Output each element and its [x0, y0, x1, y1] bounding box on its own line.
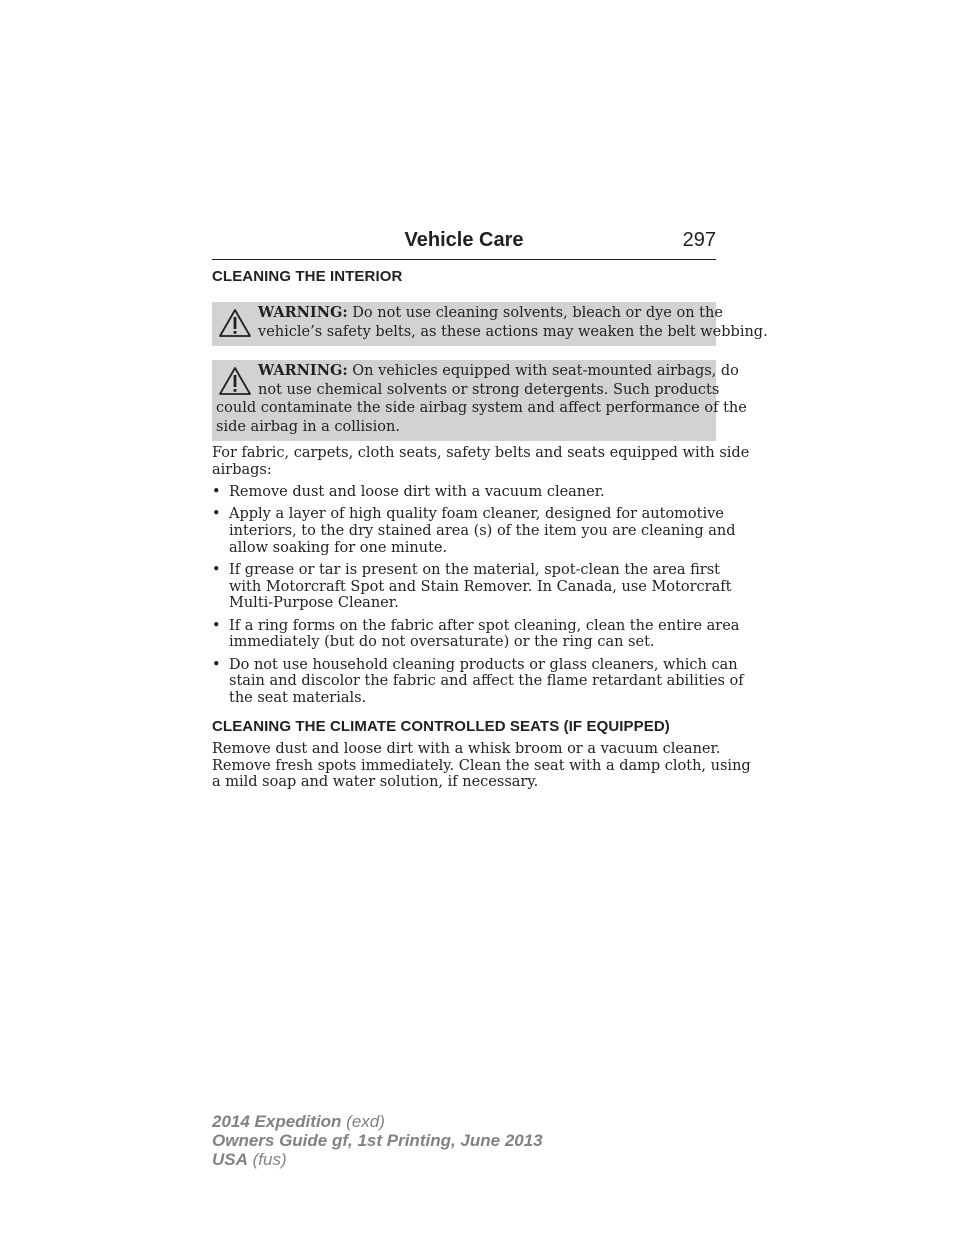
warning-text: [258, 303, 768, 342]
warning-line: not use chemical solvents or strong detergents. Such products: [258, 382, 720, 398]
intro-line: For fabric, carpets, cloth seats, safety belts and seats equipped with side: [212, 445, 750, 461]
footer-printing: Owners Guide gf, 1st Printing, June 2013: [212, 1131, 543, 1150]
intro-line: airbags:: [212, 461, 272, 478]
climate-line: a mild soap and water solution, if necessary.: [212, 774, 539, 791]
list-item: [212, 562, 732, 612]
bullet-line: stain and discolor the fabric and affect the flame retardant abilities of: [229, 673, 744, 690]
warning-label: WARNING:: [258, 304, 348, 321]
bullet-line: the seat materials.: [229, 690, 367, 707]
warning-label: WARNING:: [258, 362, 348, 379]
warning-text: [258, 361, 739, 400]
bullet-line: If grease or tar is present on the material, spot-clean the area first: [229, 562, 720, 578]
list-item: [212, 506, 736, 556]
page-footer: [212, 1112, 543, 1169]
list-item: [212, 656, 744, 707]
climate-line: Remove dust and loose dirt with a whisk broom or a vacuum cleaner.: [212, 741, 721, 757]
bullet-line: Apply a layer of high quality foam cleaner, designed for automotive: [229, 506, 724, 523]
warning-box-airbags: [212, 360, 747, 441]
intro-paragraph: [212, 445, 750, 478]
climate-seats-paragraph: [212, 741, 751, 791]
section-heading-interior: CLEANING THE INTERIOR: [212, 268, 403, 285]
warning-triangle-icon: [218, 308, 252, 338]
bullet-icon: •: [212, 484, 221, 500]
warning-line: vehicle’s safety belts, as these actions may weaken the belt webbing.: [258, 324, 768, 340]
page-title: Vehicle Care: [404, 229, 524, 251]
footer-model: 2014 Expedition: [212, 1112, 342, 1131]
warning-line: could contaminate the side airbag system and affect performance of the: [216, 400, 747, 416]
section-heading-climate-seats: CLEANING THE CLIMATE CONTROLLED SEATS (IF EQUIPPED): [212, 718, 670, 735]
bullet-line: with Motorcraft Spot and Stain Remover. In Canada, use Motorcraft: [229, 578, 732, 595]
bullet-icon: •: [212, 617, 221, 634]
footer-market: USA: [212, 1150, 248, 1169]
page-number: 297: [682, 229, 716, 251]
bullet-line: Multi-Purpose Cleaner.: [229, 595, 399, 612]
footer-model-code: (exd): [341, 1112, 385, 1131]
bullet-line: If a ring forms on the fabric after spot cleaning, clean the entire area: [229, 617, 740, 634]
bullet-line: allow soaking for one minute.: [229, 539, 448, 556]
bullet-icon: •: [212, 562, 221, 578]
bullet-line: Do not use household cleaning products or glass cleaners, which can: [229, 656, 738, 673]
bullet-icon: •: [212, 506, 221, 523]
bullet-line: immediately (but do not oversaturate) or the ring can set.: [229, 634, 655, 651]
page-header: [212, 229, 716, 260]
bullet-icon: •: [212, 656, 221, 673]
warning-line: side airbag in a collision.: [216, 419, 400, 435]
bullet-line: interiors, to the dry stained area (s) of the item you are cleaning and: [229, 523, 736, 539]
warning-line: On vehicles equipped with seat-mounted airbags, do: [347, 363, 739, 379]
list-item: [212, 617, 740, 651]
footer-market-code: (fus): [247, 1150, 287, 1169]
bullet-line: Remove dust and loose dirt with a vacuum cleaner.: [229, 484, 605, 500]
warning-line: Do not use cleaning solvents, bleach or dye on the: [347, 305, 723, 321]
warning-box-safety-belts: [212, 302, 768, 346]
list-item: [212, 484, 718, 501]
warning-text-continued: [216, 399, 747, 437]
climate-line: Remove fresh spots immediately. Clean the seat with a damp cloth, using: [212, 757, 751, 774]
cleaning-bullet-list: [212, 484, 744, 712]
warning-triangle-icon: [218, 366, 252, 396]
